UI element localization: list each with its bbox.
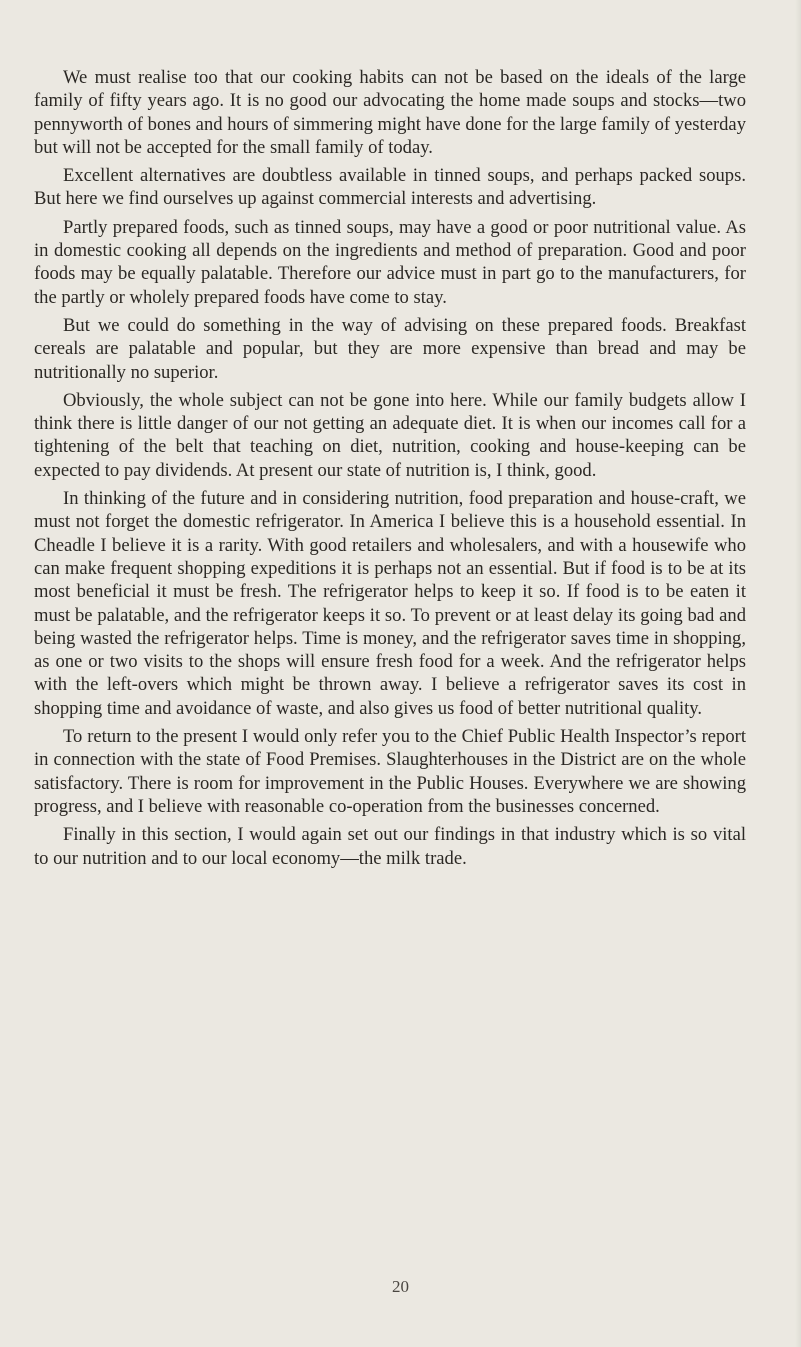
page-edge-shadow: [795, 0, 801, 1347]
body-text: [34, 66, 746, 875]
paragraph-prepared-foods: Partly prepared foods, such as tinned soups, may have a good or poor nutritional value. As in domestic cooking all depends on the ingredients and method of preparation. Good and poor foods may be equally palatable. Therefore our advice must in part go to the manufacturers, for the partly or wholely prepared foods have come to stay.: [34, 216, 746, 308]
paragraph-milk-trade: Finally in this section, I would again set out our findings in that industry which is so vital to our nutrition and to our local economy—the milk trade.: [34, 824, 746, 869]
page-number: 20: [392, 1277, 409, 1296]
paragraph-tinned-soups: Excellent alternatives are doubtless available in tinned soups, and perhaps packed soups. But here we find ourselves up against commercial interests and advertising.: [34, 165, 746, 210]
paragraph-food-premises: To return to the present I would only refer you to the Chief Public Health Inspector’s report in connection with the state of Food Premises. Slaughterhouses in the District are on the whole satisfactory. There is room for improvement in the Public Houses. Everywhere we are showing progress, and I believe with reasonable co-operation from the businesses concerned.: [34, 726, 746, 817]
paragraph-refrigerator: In thinking of the future and in considering nutrition, food preparation and house-craft, we must not forget the domestic refrigerator. In America I believe this is a household essential. In Cheadle I believe it is a rarity. With good retailers and wholesalers, and with a housewife who can make frequent shopping expeditions it is perhaps not an essential. But if food is to be at its most beneficial it must be fresh. The refrigerator helps to keep it so. If food is to be eaten it must be palatable, and the refrigerator keeps it so. To prevent or at least delay its going bad and being wasted the refrigerator helps. Time is money, and the refrigerator saves time in shopping, as one or two visits to the shops will ensure fresh food for a week. And the refrigerator helps with the left-overs which might be thrown away. I believe a refrigerator saves its cost in shopping time and avoidance of waste, and also gives us food of better nutritional quality.: [34, 488, 746, 719]
paragraph-cooking-habits: We must realise too that our cooking habits can not be based on the ideals of the large family of fifty years ago. It is no good our advocating the home made soups and stocks—two pennyworth of bones and hours of simmering might have done for the large family of yesterday but will not be accepted for the small family of today.: [34, 67, 746, 158]
paragraph-family-budgets: Obviously, the whole subject can not be gone into here. While our family budgets allow I think there is little danger of our not getting an adequate diet. It is when our incomes call for a tightening of the belt that teaching on diet, nutrition, cooking and house-keeping can be expected to pay dividends. At present our state of nutrition is, I think, good.: [34, 389, 746, 481]
paragraph-breakfast-cereals: But we could do something in the way of advising on these prepared foods. Breakfast cereals are palatable and popular, but they are more expensive than bread and may be nutritionally no superior.: [34, 314, 746, 383]
